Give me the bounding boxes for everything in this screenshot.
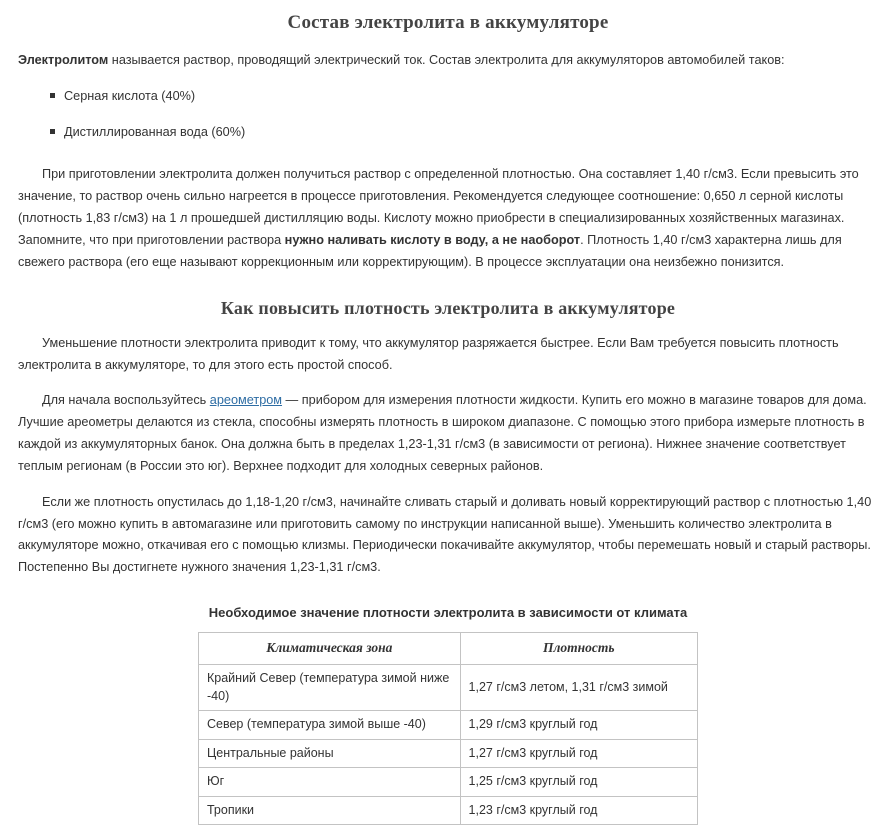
table-row (199, 711, 698, 740)
intro-rest-text: называется раствор, проводящий электрический ток. Состав электролита для аккумуляторов автомобилей таков: (108, 53, 785, 67)
table-cell-density: 1,25 г/см3 круглый год (460, 768, 697, 797)
paragraph-preparation-part1: При приготовлении электролита должен получиться раствор с определенной плотностью. Она составляет 1,40 г/см3. Если превысить это значение, то раствор очень сильно нагреется в процессе приготовления. Рекомендуется следующее соотношение: 0,650 л серной кислоты (плотность 1,83 г/см3) на 1 л прошедшей дистилляцию воды. Кислоту можно приобрести в специализированных хозяйственных магазинах. Запомните, что при приготовлении раствора (18, 167, 859, 247)
table-header-row (199, 633, 698, 665)
paragraph-hydrometer (18, 390, 878, 477)
table-body (199, 665, 698, 825)
paragraph-density-intro: Уменьшение плотности электролита приводит к тому, что аккумулятор разряжается быстрее. Если Вам требуется повысить плотность электролита в аккумуляторе, то для этого есть простой способ. (18, 335, 839, 372)
table-cell-density: 1,27 г/см3 летом, 1,31 г/см3 зимой (460, 665, 697, 711)
intro-lead-term: Электролитом (18, 53, 109, 67)
composition-list (18, 86, 878, 143)
page-title: Состав электролита в аккумуляторе (287, 12, 609, 33)
table-cell-density: 1,29 г/см3 круглый год (460, 711, 697, 740)
list-item: Серная кислота (40%) (50, 86, 878, 106)
hydrometer-link[interactable]: ареометром (209, 393, 283, 408)
paragraph-preparation-part2: . Плотность 1,40 г/см3 характерна лишь для свежего раствора (его еще называют коррекционным или корректирующим). В процессе эксплуатации она неизбежно понизится. (18, 233, 842, 269)
paragraph-hydrometer-part2: — прибором для измерения плотности жидкости. Купить его можно в магазине товаров для дома. Лучшие ареометры делаются из стекла, способны измерять плотность в широком диапазоне. С помощью этого прибора измерьте плотность в каждой из аккумуляторных банок. Она должна быть в пределах 1,23-1,31 г/см3 (в зависимости от региона). Нижнее значение соответствует теплым регионам (в России это юг). Верхнее подходит для холодных северных районов. (18, 393, 867, 473)
table-caption: Необходимое значение плотности электролита в зависимости от климата (208, 605, 688, 621)
paragraph-hydrometer-part1: Для начала воспользуйтесь (42, 393, 210, 408)
table-cell-density: 1,23 г/см3 круглый год (460, 796, 697, 825)
paragraph-preparation-emphasis: нужно наливать кислоту в воду, а не наоборот (284, 233, 581, 247)
table-cell-zone: Тропики (199, 796, 461, 825)
table-cell-zone: Север (температура зимой выше -40) (199, 711, 461, 740)
table-cell-zone: Юг (199, 768, 461, 797)
table-row (199, 665, 698, 711)
density-table (198, 632, 698, 825)
table-row (199, 796, 698, 825)
intro-paragraph (18, 50, 878, 72)
table-cell-density: 1,27 г/см3 круглый год (460, 739, 697, 768)
paragraph-preparation (18, 164, 878, 273)
table-cell-zone: Крайний Север (температура зимой ниже -40) (199, 665, 461, 711)
table-header (199, 633, 698, 665)
section-title-density: Как повысить плотность электролита в аккумуляторе (220, 297, 676, 318)
table-row (199, 739, 698, 768)
table-cell-zone: Центральные районы (199, 739, 461, 768)
table-header-zone: Климатическая зона (199, 633, 461, 665)
table-header-density: Плотность (460, 633, 697, 665)
paragraph-correction: Если же плотность опустилась до 1,18-1,20 г/см3, начинайте сливать старый и доливать новый корректирующий раствор с плотностью 1,40 г/см3 (его можно купить в автомагазине или приготовить самому по инструкции написанной выше). Уменьшить количество электролита в аккумуляторе можно, откачивая его с помощью клизмы. Периодически покачивайте аккумулятор, чтобы перемешать новый и старый растворы. Постепенно Вы достигнете нужного значения 1,23-1,31 г/см3. (18, 494, 872, 575)
list-item: Дистиллированная вода (60%) (50, 122, 878, 142)
